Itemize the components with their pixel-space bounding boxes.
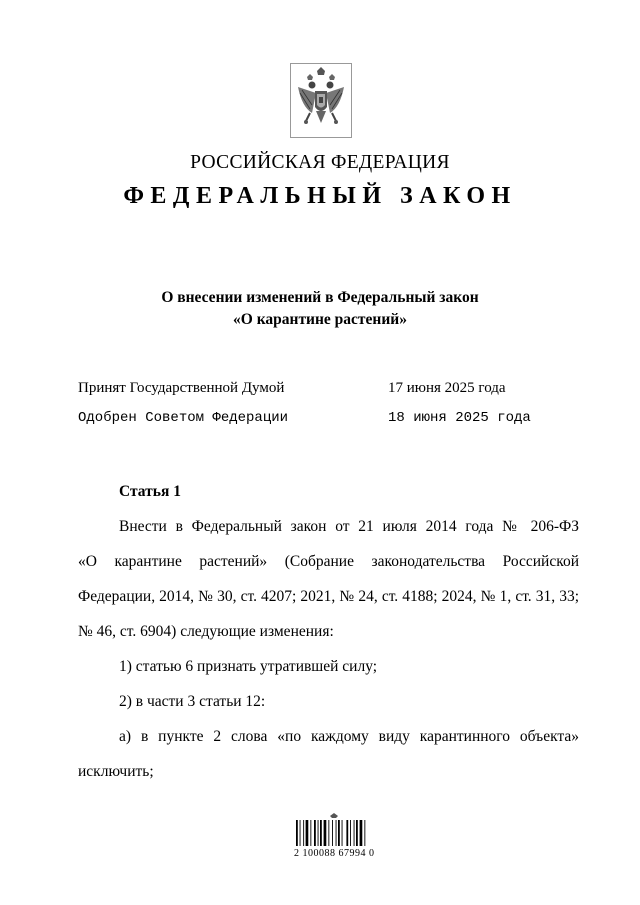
- law-title-line-1: О внесении изменений в Федеральный закон: [161, 289, 479, 306]
- adopted-date: 17 июня 2025 года: [388, 380, 506, 396]
- paragraph-line: Федерации, 2014, № 30, ст. 4207; 2021, № 24, ст. 4188; 2024, № 1, ст. 31, 33;: [78, 588, 579, 605]
- list-item: 1) статью 6 признать утратившей силу;: [119, 658, 378, 675]
- article-heading: Статья 1: [119, 483, 181, 500]
- approved-date: 18 июня 2025 года: [388, 410, 531, 426]
- list-item: 2) в части 3 статьи 12:: [119, 693, 266, 710]
- paragraph-line: № 46, ст. 6904) следующие изменения:: [78, 623, 334, 640]
- sub-list-item-continuation: исключить;: [78, 763, 154, 780]
- barcode-number: 2 100088 67994 0: [294, 848, 375, 859]
- document-type: ФЕДЕРАЛЬНЫЙ ЗАКОН: [123, 183, 517, 209]
- sub-list-item: а) в пункте 2 слова «по каждому виду карантинного объекта»: [119, 728, 579, 745]
- paragraph-line: Внести в Федеральный закон от 21 июля 2014 года № 206-ФЗ: [119, 518, 579, 535]
- coat-of-arms-icon: [290, 63, 352, 138]
- adopted-label: Принят Государственной Думой: [78, 380, 285, 396]
- law-title-line-2: «О карантине растений»: [233, 311, 407, 328]
- paragraph-line: «О карантине растений» (Собрание законодательства Российской: [78, 553, 579, 570]
- country-name: РОССИЙСКАЯ ФЕДЕРАЦИЯ: [190, 152, 450, 173]
- approved-label: Одобрен Советом Федерации: [78, 410, 289, 426]
